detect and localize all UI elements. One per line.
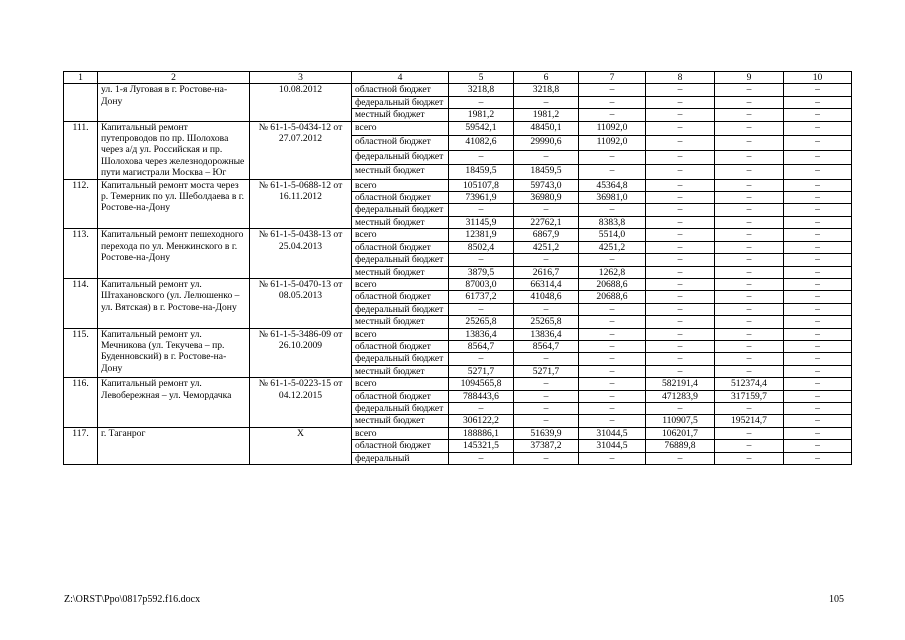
funding-source: федеральный бюджет	[352, 204, 449, 216]
amount-cell: –	[646, 109, 715, 121]
amount-cell: –	[646, 121, 715, 136]
amount-cell: 1262,8	[579, 266, 646, 278]
object-name: Капитальный ремонт ул. Левобережная – ул. Чемордачка	[98, 378, 250, 428]
amount-cell: –	[784, 96, 852, 108]
funding-source: областной бюджет	[352, 136, 449, 151]
amount-cell: 5271,7	[514, 365, 579, 377]
amount-cell: –	[784, 192, 852, 204]
funding-source: областной бюджет	[352, 84, 449, 96]
amount-cell: –	[784, 150, 852, 165]
expertise-document: № 61-1-5-0434-12 от 27.07.2012	[250, 121, 352, 179]
amount-cell: 2616,7	[514, 266, 579, 278]
expertise-document: № 61-1-5-0223-15 от 04.12.2015	[250, 378, 352, 428]
funding-source: областной бюджет	[352, 440, 449, 452]
amount-cell: –	[514, 96, 579, 108]
amount-cell: –	[784, 402, 852, 414]
amount-cell: –	[579, 365, 646, 377]
amount-cell: –	[646, 96, 715, 108]
amount-cell: –	[784, 165, 852, 180]
table-row	[64, 378, 852, 390]
amount-cell: –	[715, 96, 784, 108]
amount-cell: 20688,6	[579, 278, 646, 290]
amount-cell: –	[715, 365, 784, 377]
table-row	[64, 278, 852, 290]
table-row	[64, 427, 852, 439]
object-name: Капитальный ремонт путепроводов по пр. Шолохова через а/д ул. Российская и пр. Шолохова через железнодорожные пути магистрали Москва – Юг	[98, 121, 250, 179]
amount-cell: 18459,5	[514, 165, 579, 180]
object-name: Капитальный ремонт моста через р. Темерник по ул. Шеболдаева в г. Ростове-на-Дону	[98, 179, 250, 229]
amount-cell: –	[646, 229, 715, 241]
amount-cell: –	[514, 452, 579, 464]
amount-cell: 36980,9	[514, 192, 579, 204]
amount-cell: –	[646, 452, 715, 464]
amount-cell: –	[646, 136, 715, 151]
amount-cell: –	[715, 452, 784, 464]
funding-source: всего	[352, 378, 449, 390]
funding-source: местный бюджет	[352, 266, 449, 278]
amount-cell: –	[715, 216, 784, 228]
object-number: 115.	[64, 328, 98, 378]
amount-cell: –	[579, 402, 646, 414]
amount-cell: –	[579, 452, 646, 464]
amount-cell: –	[715, 266, 784, 278]
table-row	[64, 229, 852, 241]
amount-cell: 8564,7	[514, 340, 579, 352]
amount-cell: –	[715, 192, 784, 204]
amount-cell: 13836,4	[514, 328, 579, 340]
amount-cell: –	[784, 254, 852, 266]
amount-cell: 306122,2	[449, 415, 514, 427]
object-number: 111.	[64, 121, 98, 179]
amount-cell: –	[646, 192, 715, 204]
amount-cell: 61737,2	[449, 291, 514, 303]
amount-cell: 1981,2	[449, 109, 514, 121]
amount-cell: 12381,9	[449, 229, 514, 241]
object-name: Капитальный ремонт ул. Мечникова (ул. Текучева – пр. Буденновский) в г. Ростове-на-Дону	[98, 328, 250, 378]
amount-cell: –	[784, 136, 852, 151]
table-header-row	[64, 72, 852, 84]
funding-source: областной бюджет	[352, 192, 449, 204]
funding-source: всего	[352, 121, 449, 136]
funding-source: всего	[352, 427, 449, 439]
amount-cell: –	[579, 165, 646, 180]
amount-cell: –	[715, 316, 784, 328]
amount-cell: 87003,0	[449, 278, 514, 290]
amount-cell: 8502,4	[449, 241, 514, 253]
amount-cell: –	[449, 402, 514, 414]
object-number: 114.	[64, 278, 98, 328]
amount-cell: –	[646, 266, 715, 278]
amount-cell: –	[579, 303, 646, 315]
amount-cell: –	[579, 340, 646, 352]
amount-cell: –	[715, 254, 784, 266]
amount-cell: –	[715, 179, 784, 191]
amount-cell: 6867,9	[514, 229, 579, 241]
amount-cell: –	[646, 254, 715, 266]
amount-cell: –	[784, 365, 852, 377]
amount-cell: 59542,1	[449, 121, 514, 136]
amount-cell: 37387,2	[514, 440, 579, 452]
object-number	[64, 84, 98, 121]
funding-source: местный бюджет	[352, 316, 449, 328]
amount-cell: 11092,0	[579, 121, 646, 136]
column-number-header: 9	[715, 72, 784, 84]
object-number: 112.	[64, 179, 98, 229]
amount-cell: –	[715, 328, 784, 340]
amount-cell: 5271,7	[449, 365, 514, 377]
amount-cell: 51639,9	[514, 427, 579, 439]
amount-cell: –	[514, 415, 579, 427]
amount-cell: 31145,9	[449, 216, 514, 228]
amount-cell: –	[784, 109, 852, 121]
amount-cell: –	[784, 452, 852, 464]
funding-source: местный бюджет	[352, 216, 449, 228]
table-row	[64, 179, 852, 191]
amount-cell: –	[784, 328, 852, 340]
amount-cell: –	[784, 340, 852, 352]
amount-cell: 20688,6	[579, 291, 646, 303]
amount-cell: –	[715, 291, 784, 303]
amount-cell: 188886,1	[449, 427, 514, 439]
amount-cell: 31044,5	[579, 427, 646, 439]
amount-cell: –	[784, 121, 852, 136]
amount-cell: 41082,6	[449, 136, 514, 151]
amount-cell: –	[579, 96, 646, 108]
funding-source: местный бюджет	[352, 165, 449, 180]
amount-cell: –	[579, 390, 646, 402]
amount-cell: –	[579, 84, 646, 96]
amount-cell: –	[449, 452, 514, 464]
expertise-document: № 61-1-5-0470-13 от 08.05.2013	[250, 278, 352, 328]
funding-source: областной бюджет	[352, 241, 449, 253]
funding-source: областной бюджет	[352, 340, 449, 352]
amount-cell: 788443,6	[449, 390, 514, 402]
amount-cell: –	[646, 165, 715, 180]
funding-source: областной бюджет	[352, 291, 449, 303]
column-number-header: 8	[646, 72, 715, 84]
funding-source: всего	[352, 328, 449, 340]
column-number-header: 6	[514, 72, 579, 84]
amount-cell: 4251,2	[579, 241, 646, 253]
amount-cell: 4251,2	[514, 241, 579, 253]
amount-cell: –	[784, 291, 852, 303]
amount-cell: –	[715, 121, 784, 136]
amount-cell: –	[784, 179, 852, 191]
amount-cell: 45364,8	[579, 179, 646, 191]
amount-cell: 31044,5	[579, 440, 646, 452]
object-number: 116.	[64, 378, 98, 428]
amount-cell: –	[579, 109, 646, 121]
amount-cell: –	[579, 316, 646, 328]
amount-cell: 106201,7	[646, 427, 715, 439]
funding-source: федеральный бюджет	[352, 96, 449, 108]
amount-cell: 8564,7	[449, 340, 514, 352]
page-number: 105	[829, 594, 844, 605]
amount-cell: 36981,0	[579, 192, 646, 204]
amount-cell: –	[784, 378, 852, 390]
funding-source: местный бюджет	[352, 415, 449, 427]
amount-cell: 18459,5	[449, 165, 514, 180]
amount-cell: –	[579, 328, 646, 340]
table-row	[64, 121, 852, 136]
amount-cell: 195214,7	[715, 415, 784, 427]
object-number: 117.	[64, 427, 98, 464]
amount-cell: 105107,8	[449, 179, 514, 191]
amount-cell: –	[784, 316, 852, 328]
amount-cell: –	[715, 440, 784, 452]
amount-cell: –	[579, 204, 646, 216]
amount-cell: –	[784, 266, 852, 278]
amount-cell: –	[646, 278, 715, 290]
amount-cell: –	[646, 353, 715, 365]
amount-cell: –	[646, 365, 715, 377]
amount-cell: –	[715, 241, 784, 253]
amount-cell: –	[784, 440, 852, 452]
amount-cell: –	[514, 390, 579, 402]
amount-cell: –	[715, 402, 784, 414]
amount-cell: –	[784, 84, 852, 96]
funding-source: федеральный	[352, 452, 449, 464]
document-path: Z:\ORST\Ppo\0817p592.f16.docx	[64, 594, 201, 605]
amount-cell: 8383,8	[579, 216, 646, 228]
budget-table	[63, 71, 852, 465]
amount-cell: –	[646, 328, 715, 340]
amount-cell: –	[715, 303, 784, 315]
amount-cell: –	[784, 204, 852, 216]
amount-cell: 512374,4	[715, 378, 784, 390]
amount-cell: –	[579, 415, 646, 427]
expertise-document: № 61-1-5-3486-09 от 26.10.2009	[250, 328, 352, 378]
funding-source: всего	[352, 179, 449, 191]
amount-cell: 582191,4	[646, 378, 715, 390]
column-number-header: 4	[352, 72, 449, 84]
amount-cell: 1094565,8	[449, 378, 514, 390]
amount-cell: –	[646, 241, 715, 253]
amount-cell: –	[514, 353, 579, 365]
amount-cell: –	[715, 340, 784, 352]
amount-cell: –	[715, 353, 784, 365]
amount-cell: –	[449, 150, 514, 165]
funding-source: федеральный бюджет	[352, 353, 449, 365]
amount-cell: –	[646, 150, 715, 165]
amount-cell: 48450,1	[514, 121, 579, 136]
expertise-document: № 61-1-5-0438-13 от 25.04.2013	[250, 229, 352, 279]
amount-cell: 29990,6	[514, 136, 579, 151]
amount-cell: –	[784, 427, 852, 439]
amount-cell: –	[579, 150, 646, 165]
funding-source: местный бюджет	[352, 365, 449, 377]
amount-cell: –	[579, 353, 646, 365]
amount-cell: –	[784, 241, 852, 253]
expertise-document: 10.08.2012	[250, 84, 352, 121]
expertise-document: Х	[250, 427, 352, 464]
amount-cell: –	[715, 136, 784, 151]
amount-cell: –	[514, 303, 579, 315]
amount-cell: –	[646, 216, 715, 228]
amount-cell: –	[715, 427, 784, 439]
amount-cell: 317159,7	[715, 390, 784, 402]
amount-cell: –	[579, 254, 646, 266]
amount-cell: –	[449, 96, 514, 108]
amount-cell: –	[784, 353, 852, 365]
object-name: г. Таганрог	[98, 427, 250, 464]
amount-cell: 25265,8	[449, 316, 514, 328]
amount-cell: –	[646, 291, 715, 303]
funding-source: федеральный бюджет	[352, 150, 449, 165]
amount-cell: 22762,1	[514, 216, 579, 228]
funding-source: местный бюджет	[352, 109, 449, 121]
amount-cell: –	[646, 84, 715, 96]
amount-cell: 3218,8	[514, 84, 579, 96]
column-number-header: 10	[784, 72, 852, 84]
amount-cell: –	[715, 204, 784, 216]
amount-cell: –	[784, 229, 852, 241]
expertise-document: № 61-1-5-0688-12 от 16.11.2012	[250, 179, 352, 229]
object-name: Капитальный ремонт ул. Штахановского (ул. Лелюшенко – ул. Вятская) в г. Ростове-на-Дону	[98, 278, 250, 328]
amount-cell: –	[784, 303, 852, 315]
amount-cell: –	[715, 109, 784, 121]
amount-cell: –	[514, 402, 579, 414]
column-number-header: 3	[250, 72, 352, 84]
amount-cell: 1981,2	[514, 109, 579, 121]
amount-cell: –	[514, 378, 579, 390]
funding-source: всего	[352, 229, 449, 241]
amount-cell: –	[449, 254, 514, 266]
amount-cell: –	[449, 204, 514, 216]
amount-cell: –	[784, 390, 852, 402]
amount-cell: –	[784, 415, 852, 427]
funding-source: областной бюджет	[352, 390, 449, 402]
amount-cell: 59743,0	[514, 179, 579, 191]
column-number-header: 1	[64, 72, 98, 84]
column-number-header: 5	[449, 72, 514, 84]
column-number-header: 2	[98, 72, 250, 84]
amount-cell: 73961,9	[449, 192, 514, 204]
amount-cell: 41048,6	[514, 291, 579, 303]
amount-cell: 110907,5	[646, 415, 715, 427]
amount-cell: 25265,8	[514, 316, 579, 328]
amount-cell: –	[715, 278, 784, 290]
funding-source: федеральный бюджет	[352, 402, 449, 414]
amount-cell: –	[646, 303, 715, 315]
amount-cell: 3879,5	[449, 266, 514, 278]
amount-cell: 13836,4	[449, 328, 514, 340]
funding-source: федеральный бюджет	[352, 254, 449, 266]
table-row	[64, 328, 852, 340]
funding-source: федеральный бюджет	[352, 303, 449, 315]
amount-cell: 5514,0	[579, 229, 646, 241]
amount-cell: 66314,4	[514, 278, 579, 290]
amount-cell: –	[514, 254, 579, 266]
amount-cell: –	[449, 303, 514, 315]
object-name: Капитальный ремонт пешеходного перехода по ул. Менжинского в г. Ростове-на-Дону	[98, 229, 250, 279]
amount-cell: –	[646, 340, 715, 352]
amount-cell: –	[646, 316, 715, 328]
amount-cell: 471283,9	[646, 390, 715, 402]
amount-cell: 11092,0	[579, 136, 646, 151]
column-number-header: 7	[579, 72, 646, 84]
amount-cell: –	[646, 204, 715, 216]
amount-cell: –	[579, 378, 646, 390]
amount-cell: –	[715, 165, 784, 180]
amount-cell: 76889,8	[646, 440, 715, 452]
object-number: 113.	[64, 229, 98, 279]
amount-cell: –	[715, 150, 784, 165]
amount-cell: –	[646, 179, 715, 191]
amount-cell: 145321,5	[449, 440, 514, 452]
object-name: ул. 1-я Луговая в г. Ростове-на-Дону	[98, 84, 250, 121]
amount-cell: –	[449, 353, 514, 365]
amount-cell: 3218,8	[449, 84, 514, 96]
funding-source: всего	[352, 278, 449, 290]
amount-cell: –	[646, 402, 715, 414]
amount-cell: –	[784, 216, 852, 228]
amount-cell: –	[715, 84, 784, 96]
amount-cell: –	[715, 229, 784, 241]
table-row	[64, 84, 852, 96]
amount-cell: –	[514, 204, 579, 216]
amount-cell: –	[784, 278, 852, 290]
amount-cell: –	[514, 150, 579, 165]
